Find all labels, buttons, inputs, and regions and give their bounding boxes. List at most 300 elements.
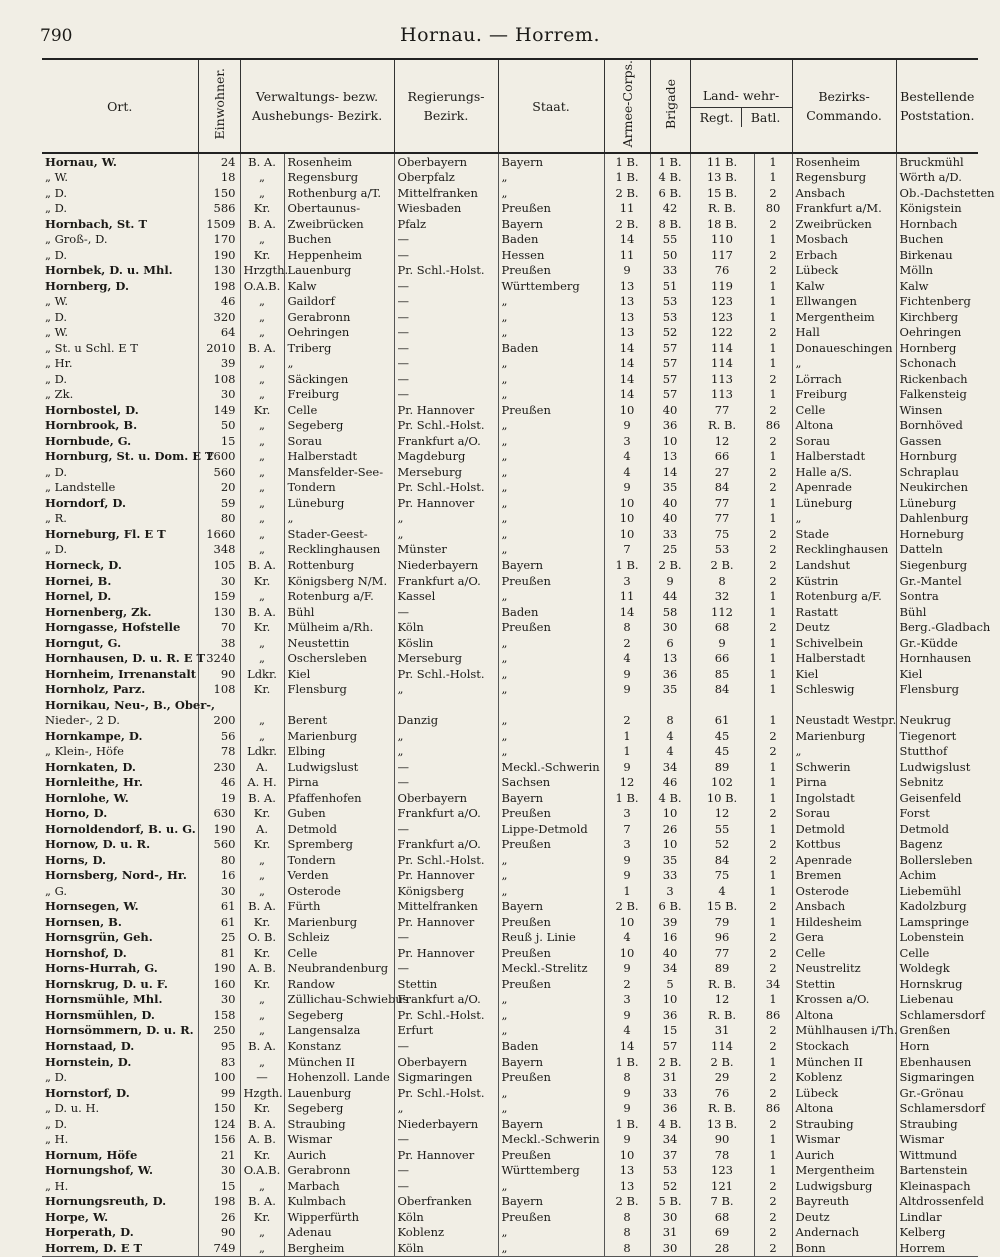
cell-brigade: 30	[650, 620, 690, 636]
cell-staat: „	[498, 418, 604, 434]
cell-regt: 28	[690, 1240, 754, 1256]
cell-armee: 11	[604, 201, 650, 217]
table-row	[42, 977, 978, 993]
cell-staat: Hessen	[498, 247, 604, 263]
cell-ort: Hornsberg, Nord-, Hr.	[45, 868, 187, 883]
cell-armee: 1 B.	[604, 790, 650, 806]
cell-einwohner: 198	[198, 1194, 240, 1210]
cell-brigade: 2 B.	[650, 558, 690, 574]
table-row	[42, 449, 978, 465]
cell-verwaltung-type: „	[240, 1023, 284, 1039]
cell-batl: 2	[754, 527, 792, 543]
cell-batl: 2	[754, 573, 792, 589]
cell-staat: „	[498, 1023, 604, 1039]
cell-batl: 2	[754, 1085, 792, 1101]
cell-regt: 69	[690, 1225, 754, 1241]
cell-staat: „	[498, 682, 604, 698]
cell-armee: 8	[604, 1070, 650, 1086]
cell-post: Hornhausen	[896, 651, 978, 667]
cell-verwaltung-bezirk: Segeberg	[284, 1008, 394, 1024]
cell-batl: 2	[754, 1039, 792, 1055]
cell-regt: 66	[690, 449, 754, 465]
cell-regierung	[394, 697, 498, 713]
table-row	[42, 496, 978, 512]
cell-verwaltung-type: „	[240, 853, 284, 869]
cell-verwaltung-bezirk: Tondern	[284, 480, 394, 496]
cell-regt: 123	[690, 310, 754, 326]
cell-brigade: 16	[650, 930, 690, 946]
cell-post: Sontra	[896, 589, 978, 605]
cell-staat: Württemberg	[498, 1163, 604, 1179]
cell-staat: „	[498, 511, 604, 527]
cell-verwaltung-bezirk: Pfaffenhofen	[284, 790, 394, 806]
cell-bezirks: Recklinghausen	[792, 542, 896, 558]
cell-bezirks: Mühlhausen i/Th.	[792, 1023, 896, 1039]
cell-post: Forst	[896, 806, 978, 822]
cell-brigade: 4 B.	[650, 170, 690, 186]
table-row	[42, 185, 978, 201]
cell-post: Wismar	[896, 1132, 978, 1148]
cell-regt: 89	[690, 961, 754, 977]
cell-brigade: 40	[650, 403, 690, 419]
cell-bezirks: Kiel	[792, 666, 896, 682]
cell-regierung: Niederbayern	[394, 558, 498, 574]
cell-ort: Hornel, D.	[45, 589, 112, 604]
cell-regt: 13 B.	[690, 170, 754, 186]
cell-bezirks: Ansbach	[792, 185, 896, 201]
cell-bezirks: Apenrade	[792, 853, 896, 869]
cell-staat: Preußen	[498, 403, 604, 419]
cell-armee: 13	[604, 294, 650, 310]
cell-verwaltung-type: Kr.	[240, 915, 284, 931]
cell-brigade: 51	[650, 278, 690, 294]
cell-post: Ludwigslust	[896, 759, 978, 775]
cell-armee: 8	[604, 1209, 650, 1225]
cell-regierung: —	[394, 356, 498, 372]
cell-armee: 9	[604, 853, 650, 869]
cell-brigade: 6 B.	[650, 899, 690, 915]
cell-ort: Hornikau, Neu-, B., Ober-,	[45, 697, 216, 712]
cell-brigade: 10	[650, 434, 690, 450]
header-verwaltung: Verwaltungs- bezw. Aushebungs- Bezirk.	[240, 59, 394, 153]
cell-post: Kadolzburg	[896, 899, 978, 915]
table-row	[42, 1194, 978, 1210]
cell-ort: Hornungsreuth, D.	[45, 1194, 167, 1209]
table-row	[42, 372, 978, 388]
cell-batl: 2	[754, 434, 792, 450]
cell-staat: Württemberg	[498, 278, 604, 294]
cell-armee: 1	[604, 744, 650, 760]
cell-brigade: 9	[650, 573, 690, 589]
table-row	[42, 666, 978, 682]
cell-batl: 1	[754, 496, 792, 512]
cell-regt: 9	[690, 635, 754, 651]
table-row	[42, 1070, 978, 1086]
cell-einwohner: 749	[198, 1240, 240, 1256]
cell-armee: 4	[604, 1023, 650, 1039]
cell-batl: 1	[754, 651, 792, 667]
cell-verwaltung-bezirk: Gaildorf	[284, 294, 394, 310]
header-brigade: Brigade	[650, 59, 690, 153]
cell-brigade: 36	[650, 666, 690, 682]
cell-staat: „	[498, 589, 604, 605]
cell-verwaltung-bezirk: Konstanz	[284, 1039, 394, 1055]
cell-brigade: 53	[650, 310, 690, 326]
cell-regierung: Stettin	[394, 977, 498, 993]
cell-einwohner: 38	[198, 635, 240, 651]
cell-regierung: —	[394, 822, 498, 838]
cell-armee: 4	[604, 449, 650, 465]
cell-verwaltung-type: „	[240, 1054, 284, 1070]
cell-verwaltung-bezirk: Recklinghausen	[284, 542, 394, 558]
table-row	[42, 1116, 978, 1132]
cell-batl: 2	[754, 728, 792, 744]
cell-einwohner: 30	[198, 884, 240, 900]
cell-brigade: 33	[650, 1085, 690, 1101]
cell-verwaltung-bezirk: Detmold	[284, 822, 394, 838]
cell-ort: „ D.	[45, 464, 68, 479]
cell-post: Mölln	[896, 263, 978, 279]
cell-armee: 10	[604, 915, 650, 931]
cell-post: Neukrug	[896, 713, 978, 729]
cell-regierung: —	[394, 278, 498, 294]
cell-verwaltung-bezirk: Gerabronn	[284, 1163, 394, 1179]
cell-verwaltung-type: „	[240, 449, 284, 465]
cell-batl: 2	[754, 899, 792, 915]
cell-einwohner: 190	[198, 247, 240, 263]
cell-batl: 1	[754, 713, 792, 729]
cell-bezirks: Osterode	[792, 884, 896, 900]
cell-regt: 114	[690, 356, 754, 372]
cell-verwaltung-bezirk: Berent	[284, 713, 394, 729]
cell-post: Kelberg	[896, 1225, 978, 1241]
cell-regt: 114	[690, 1039, 754, 1055]
cell-verwaltung-type: „	[240, 294, 284, 310]
cell-regierung: Pr. Schl.-Holst.	[394, 480, 498, 496]
table-row	[42, 713, 978, 729]
cell-verwaltung-bezirk: Celle	[284, 946, 394, 962]
cell-einwohner: 200	[198, 713, 240, 729]
cell-post: Lobenstein	[896, 930, 978, 946]
cell-regierung: Oberbayern	[394, 790, 498, 806]
cell-verwaltung-type: „	[240, 480, 284, 496]
cell-regt: R. B.	[690, 1101, 754, 1117]
cell-armee: 13	[604, 325, 650, 341]
cell-ort: Horrem, D. E T	[42, 1240, 198, 1256]
cell-ort: Horngasse, Hofstelle	[45, 620, 181, 635]
cell-bezirks: Mergentheim	[792, 1163, 896, 1179]
cell-brigade: 31	[650, 1070, 690, 1086]
cell-regt: 76	[690, 263, 754, 279]
cell-staat: „	[498, 434, 604, 450]
cell-post: Liebenau	[896, 992, 978, 1008]
cell-ort: „ D.	[45, 1070, 68, 1085]
cell-einwohner: 150	[198, 185, 240, 201]
cell-bezirks: Schwerin	[792, 759, 896, 775]
cell-einwohner: 159	[198, 589, 240, 605]
cell-bezirks: Lübeck	[792, 263, 896, 279]
cell-staat: Meckl.-Schwerin	[498, 759, 604, 775]
cell-einwohner: 19	[198, 790, 240, 806]
cell-post: Gr.-Grönau	[896, 1085, 978, 1101]
table-row	[42, 992, 978, 1008]
cell-bezirks: Straubing	[792, 1116, 896, 1132]
cell-bezirks: „	[792, 511, 896, 527]
cell-batl: 2	[754, 263, 792, 279]
cell-einwohner: 586	[198, 201, 240, 217]
cell-regierung: Oberpfalz	[394, 170, 498, 186]
cell-batl: 1	[754, 278, 792, 294]
cell-verwaltung-type: „	[240, 418, 284, 434]
cell-einwohner: 59	[198, 496, 240, 512]
cell-brigade: 40	[650, 946, 690, 962]
cell-post: Gr.-Küdde	[896, 635, 978, 651]
cell-regt: 45	[690, 744, 754, 760]
cell-verwaltung-type: „	[240, 1178, 284, 1194]
cell-brigade: 25	[650, 542, 690, 558]
cell-staat: „	[498, 1178, 604, 1194]
cell-batl: 2	[754, 247, 792, 263]
cell-armee: 14	[604, 372, 650, 388]
table-row	[42, 418, 978, 434]
cell-staat: Preußen	[498, 1209, 604, 1225]
cell-armee: 1	[604, 884, 650, 900]
cell-einwohner: 2600	[198, 449, 240, 465]
cell-regt: 32	[690, 589, 754, 605]
cell-verwaltung-bezirk: Hohenzoll. Lande	[284, 1070, 394, 1086]
cell-staat: „	[498, 713, 604, 729]
cell-bezirks: Altona	[792, 1101, 896, 1117]
cell-post: Stutthof	[896, 744, 978, 760]
cell-regt: 84	[690, 853, 754, 869]
table-row	[42, 1225, 978, 1241]
cell-post: Flensburg	[896, 682, 978, 698]
cell-regt: 77	[690, 496, 754, 512]
cell-staat: Bayern	[498, 1116, 604, 1132]
cell-armee: 14	[604, 604, 650, 620]
table-row	[42, 697, 978, 713]
cell-verwaltung-bezirk: Rosenheim	[284, 153, 394, 170]
cell-batl: 34	[754, 977, 792, 993]
cell-brigade: 31	[650, 1225, 690, 1241]
cell-staat: Sachsen	[498, 775, 604, 791]
cell-batl: 2	[754, 837, 792, 853]
cell-einwohner: 90	[198, 1225, 240, 1241]
cell-ort: „ R.	[45, 511, 67, 526]
cell-verwaltung-bezirk: Lüneburg	[284, 496, 394, 512]
cell-armee: 8	[604, 1240, 650, 1256]
table-row	[42, 278, 978, 294]
cell-regt: 76	[690, 1085, 754, 1101]
table-row	[42, 806, 978, 822]
cell-batl: 1	[754, 170, 792, 186]
cell-post: Woldegk	[896, 961, 978, 977]
cell-staat: „	[498, 635, 604, 651]
cell-verwaltung-bezirk: Bergheim	[284, 1240, 394, 1256]
cell-ort: „ D.	[45, 247, 68, 262]
cell-verwaltung-type: B. A.	[240, 899, 284, 915]
cell-batl: 86	[754, 1101, 792, 1117]
cell-verwaltung-bezirk: Wipperfürth	[284, 1209, 394, 1225]
cell-verwaltung-type: „	[240, 868, 284, 884]
cell-verwaltung-type: Hrzgth.	[240, 263, 284, 279]
cell-bezirks: Schivelbein	[792, 635, 896, 651]
cell-verwaltung-type: „	[240, 434, 284, 450]
cell-verwaltung-bezirk: Ludwigslust	[284, 759, 394, 775]
cell-verwaltung-type: B. A.	[240, 1116, 284, 1132]
cell-ort: „ Landstelle	[45, 480, 116, 495]
cell-regierung: —	[394, 325, 498, 341]
cell-brigade: 8	[650, 713, 690, 729]
cell-verwaltung-type: B. A.	[240, 790, 284, 806]
cell-staat: Meckl.-Schwerin	[498, 1132, 604, 1148]
table-row	[42, 480, 978, 496]
cell-verwaltung-type: B. A.	[240, 1194, 284, 1210]
cell-einwohner: 149	[198, 403, 240, 419]
cell-ort: „ Zk.	[45, 387, 74, 402]
cell-einwohner: 130	[198, 604, 240, 620]
cell-verwaltung-bezirk: Tondern	[284, 853, 394, 869]
cell-staat: „	[498, 651, 604, 667]
cell-einwohner: 64	[198, 325, 240, 341]
cell-post: Bornhöved	[896, 418, 978, 434]
cell-batl: 1	[754, 868, 792, 884]
table-row	[42, 837, 978, 853]
cell-armee: 9	[604, 682, 650, 698]
cell-post: Kalw	[896, 278, 978, 294]
cell-einwohner: 156	[198, 1132, 240, 1148]
cell-ort: Horperath, D.	[45, 1225, 134, 1240]
cell-einwohner: 80	[198, 853, 240, 869]
cell-regierung: „	[394, 511, 498, 527]
cell-ort: Hornleithe, Hr.	[45, 775, 143, 790]
cell-armee: 14	[604, 356, 650, 372]
cell-brigade: 26	[650, 822, 690, 838]
cell-verwaltung-bezirk: Verden	[284, 868, 394, 884]
cell-brigade: 57	[650, 387, 690, 403]
cell-bezirks: Küstrin	[792, 573, 896, 589]
cell-regierung: Pr. Schl.-Holst.	[394, 1085, 498, 1101]
cell-armee: 11	[604, 247, 650, 263]
cell-armee: 14	[604, 341, 650, 357]
cell-brigade: 2 B.	[650, 1054, 690, 1070]
cell-post: Datteln	[896, 542, 978, 558]
cell-armee: 9	[604, 1101, 650, 1117]
cell-bezirks: Lörrach	[792, 372, 896, 388]
cell-regierung: —	[394, 232, 498, 248]
cell-einwohner: 560	[198, 837, 240, 853]
cell-verwaltung-type: „	[240, 635, 284, 651]
cell-staat: Preußen	[498, 1070, 604, 1086]
cell-armee: 10	[604, 496, 650, 512]
cell-verwaltung-bezirk: Marienburg	[284, 728, 394, 744]
cell-regierung: —	[394, 372, 498, 388]
cell-verwaltung-type: „	[240, 884, 284, 900]
cell-batl: 1	[754, 822, 792, 838]
cell-verwaltung-type: B. A.	[240, 558, 284, 574]
cell-regt: 61	[690, 713, 754, 729]
cell-verwaltung-type: O.A.B.	[240, 1163, 284, 1179]
cell-bezirks: Celle	[792, 946, 896, 962]
table-row	[42, 1132, 978, 1148]
table-row	[42, 884, 978, 900]
cell-verwaltung-type: Kr.	[240, 837, 284, 853]
cell-brigade: 57	[650, 356, 690, 372]
cell-post: Bollersleben	[896, 853, 978, 869]
cell-regierung: —	[394, 341, 498, 357]
cell-regierung: —	[394, 1039, 498, 1055]
cell-ort: Hornbek, D. u. Mhl.	[45, 263, 173, 278]
cell-post: Horrem	[896, 1240, 978, 1256]
cell-staat: „	[498, 853, 604, 869]
cell-post: Gr.-Mantel	[896, 573, 978, 589]
cell-verwaltung-bezirk: Mülheim a/Rh.	[284, 620, 394, 636]
cell-verwaltung-type: B. A.	[240, 604, 284, 620]
cell-verwaltung-bezirk: Spremberg	[284, 837, 394, 853]
cell-bezirks: Sorau	[792, 806, 896, 822]
cell-ort: „ W.	[45, 170, 69, 185]
cell-bezirks: Kottbus	[792, 837, 896, 853]
cell-verwaltung-type: Kr.	[240, 1147, 284, 1163]
cell-staat: „	[498, 542, 604, 558]
cell-staat: „	[498, 496, 604, 512]
cell-regierung: Oberbayern	[394, 153, 498, 170]
cell-brigade: 34	[650, 961, 690, 977]
cell-brigade: 53	[650, 294, 690, 310]
cell-armee: 9	[604, 1085, 650, 1101]
header-regierung: Regierungs- Bezirk.	[394, 59, 498, 153]
cell-regt: 114	[690, 341, 754, 357]
cell-batl: 2	[754, 930, 792, 946]
cell-regierung: —	[394, 775, 498, 791]
table-row	[42, 775, 978, 791]
cell-regierung: Frankfurt a/O.	[394, 992, 498, 1008]
cell-armee: 1 B.	[604, 558, 650, 574]
cell-bezirks: Erbach	[792, 247, 896, 263]
cell-armee: 2 B.	[604, 185, 650, 201]
cell-regt: 110	[690, 232, 754, 248]
cell-bezirks: Bonn	[792, 1240, 896, 1256]
cell-armee: 1 B.	[604, 153, 650, 170]
cell-bezirks: Koblenz	[792, 1070, 896, 1086]
cell-batl: 2	[754, 1225, 792, 1241]
cell-verwaltung-type: „	[240, 325, 284, 341]
cell-verwaltung-bezirk	[284, 697, 394, 713]
cell-staat: Bayern	[498, 790, 604, 806]
cell-regt: 4	[690, 884, 754, 900]
cell-batl: 2	[754, 853, 792, 869]
cell-einwohner: 108	[198, 372, 240, 388]
cell-ort: „ D.	[45, 542, 68, 557]
cell-bezirks: Celle	[792, 403, 896, 419]
cell-staat: „	[498, 325, 604, 341]
cell-armee: 2	[604, 635, 650, 651]
cell-brigade: 44	[650, 589, 690, 605]
cell-regt: 77	[690, 403, 754, 419]
cell-batl: 1	[754, 635, 792, 651]
cell-armee: 12	[604, 775, 650, 791]
cell-ort: „ St. u Schl. E T	[45, 340, 138, 355]
cell-post	[896, 697, 978, 713]
cell-brigade: 33	[650, 263, 690, 279]
cell-batl: 2	[754, 403, 792, 419]
cell-ort: „ D. u. H.	[45, 1101, 100, 1116]
table-row	[42, 1008, 978, 1024]
table-row	[42, 356, 978, 372]
cell-verwaltung-type: Kr.	[240, 1209, 284, 1225]
table-row	[42, 341, 978, 357]
cell-bezirks: Halberstadt	[792, 651, 896, 667]
